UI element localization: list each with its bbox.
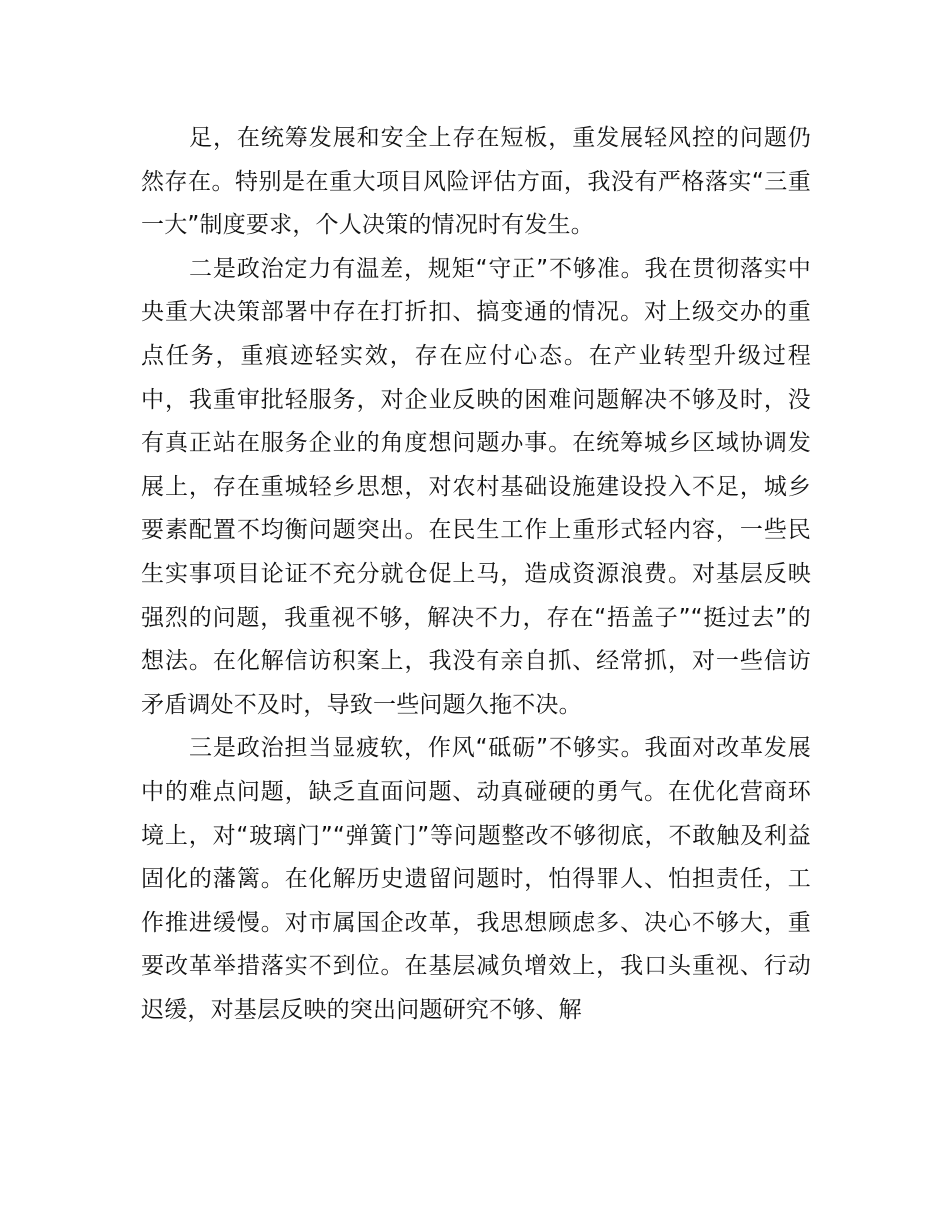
- paragraph-continued: 足，在统筹发展和安全上存在短板，重发展轻风控的问题仍然存在。特别是在重大项目风险评估方面，我没有严格落实“三重一大”制度要求，个人决策的情况时有发生。: [141, 125, 811, 239]
- document-body: [141, 117, 811, 1032]
- paragraph-political-stability: 二是政治定力有温差，规矩“守正”不够准。我在贯彻落实中央重大决策部署中存在打折扣、搞变通的情况。对上级交办的重点任务，重痕迹轻实效，存在应付心态。在产业转型升级过程中，我重审批轻服务，对企业反映的困难问题解决不够及时，没有真正站在服务企业的角度想问题办事。在统筹城乡区域协调发展上，存在重城轻乡思想，对农村基础设施建设投入不足，城乡要素配置不均衡问题突出。在民生工作上重形式轻内容，一些民生实事项目论证不充分就仓促上马，造成资源浪费。对基层反映强烈的问题，我重视不够，解决不力，存在“捂盖子”“挺过去”的想法。在化解信访积案上，我没有亲自抓、经常抓，对一些信访矛盾调处不及时，导致一些问题久拖不决。: [141, 255, 811, 718]
- paragraph-political-responsibility: 三是政治担当显疲软，作风“砥砺”不够实。我面对改革发展中的难点问题，缺乏直面问题、动真碰硬的勇气。在优化营商环境上，对“玻璃门”“弹簧门”等问题整改不够彻底，不敢触及利益固化的藩篱。在化解历史遗留问题时，怕得罪人、怕担责任，工作推进缓慢。对市属国企改革，我思想顾虑多、决心不够大，重要改革举措落实不到位。在基层减负增效上，我口头重视、行动迟缓，对基层反映的突出问题研究不够、解: [141, 735, 811, 1023]
